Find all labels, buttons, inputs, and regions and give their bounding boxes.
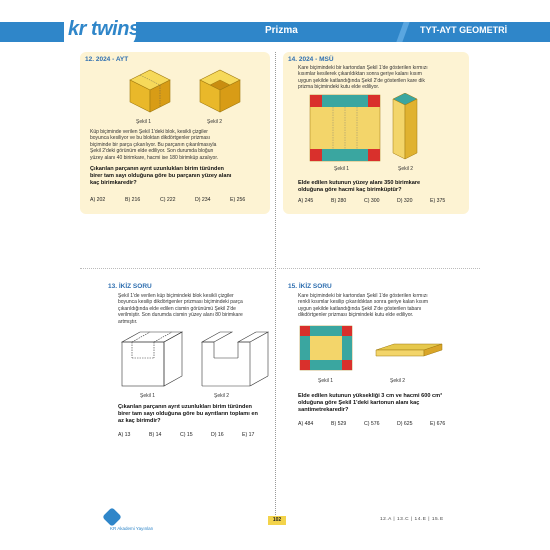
q12-text	[90, 129, 268, 161]
q15-text	[298, 293, 468, 319]
q12-question-line: birer tam sayı olduğuna göre bu parçanın yüzey alanı	[90, 173, 232, 179]
wire-cube-figure-1	[122, 332, 182, 386]
q12-question	[90, 166, 268, 187]
publisher-name: KR Akademi Yayınları	[110, 526, 154, 531]
question-15-heading: 15. İKİZ SORU	[288, 283, 332, 290]
choice-c[interactable]: C) 15	[180, 432, 193, 438]
choice-b[interactable]: B) 216	[125, 197, 141, 203]
question-14-heading: 14. 2024 - MSÜ	[288, 56, 334, 63]
q13-question-line: birer tam sayı olduğuna göre bu ayrıtların toplamı en	[118, 411, 258, 417]
q12-text-line: biçiminde bir parça çıkarılıyor. Bu parçanın çıkarılmasıyla	[90, 141, 217, 148]
q12-question-line: kaç birimkaredir?	[90, 180, 137, 186]
q14-text	[298, 65, 468, 91]
q14-text-line: Kare biçimindeki bir kartondan Şekil 1'de gösterilen kırmızı	[298, 65, 428, 71]
q13-text-line: Şekil 1'de verilen küp biçimindeki blok kesikli çizgiler	[118, 293, 234, 299]
q14-figure-1-caption: Şekil 1	[334, 166, 350, 172]
q15-question	[298, 393, 468, 414]
choice-d[interactable]: D) 320	[397, 198, 413, 204]
choice-a[interactable]: A) 245	[298, 198, 314, 204]
q12-figure-1-caption: Şekil 1	[136, 119, 152, 125]
q13-text-line: verilmiştir. Son durumda cismin yüzey alanı 80 birimkare	[118, 312, 243, 319]
choice-a[interactable]: A) 484	[298, 421, 314, 427]
q12-text-line: Küp biçiminde verilen Şekil 1'deki blok, kesikli çizgiler	[90, 129, 208, 135]
question-13-figures	[118, 328, 273, 390]
q15-question-line: Elde edilen kutunun yüksekliği 3 cm ve hacmi 600 cm³	[298, 393, 442, 399]
flat-net-figure-1	[300, 326, 352, 370]
question-14-figures	[305, 93, 425, 165]
q15-text-line: renkli kısımlar kesilip çıkarıldıktan sonra geriye kalan kısım	[298, 299, 429, 306]
q12-figure-2-caption: Şekil 2	[207, 119, 223, 125]
q15-figure-1-caption: Şekil 1	[318, 378, 334, 384]
q12-text-line: Şekil 2'deki görünüm elde ediliyor. Son durumda bloğun	[90, 148, 214, 155]
q15-text-line: uygun şekilde katlandığında Şekil 2'de gösterilen tabanı	[298, 305, 422, 312]
question-12-figures	[120, 66, 260, 118]
q13-text-line: çıkarıldığında elde edilen cismin görünümü Şekil 2'de	[118, 305, 236, 312]
q14-text-line: kısımlar kesilerek çıkarıldıktan sonra geriye kalanı kısım	[298, 71, 422, 78]
q14-question-line: Elde edilen kutunun yüzey alanı 350 birimkare	[298, 180, 421, 186]
choice-a[interactable]: A) 202	[90, 197, 106, 203]
flat-box-figure-2	[376, 344, 442, 356]
q13-question-line: az kaç birimdir?	[118, 418, 161, 424]
q13-choices	[118, 432, 273, 438]
choice-e[interactable]: E) 375	[430, 198, 446, 204]
q15-text-line: Kare biçimindeki bir kartondan Şekil 1'de gösterilen kırmızı	[298, 293, 428, 299]
q14-choices	[298, 198, 463, 204]
q14-question	[298, 180, 468, 194]
q13-question-line: Çıkarılan parçanın ayrıt uzunlukları birim türünden	[118, 404, 252, 410]
question-13-heading: 13. İKİZ SORU	[108, 283, 152, 290]
cube-figure-1	[130, 70, 170, 112]
q15-question-line: olduğuna göre Şekil 1'deki kartonun alanı kaç	[298, 400, 420, 406]
answer-key: 12.A | 13.C | 14.E | 15.E	[380, 517, 444, 522]
choice-c[interactable]: C) 300	[364, 198, 380, 204]
choice-c[interactable]: C) 576	[364, 421, 380, 427]
q12-question-line: Çıkarılan parçanın ayrıt uzunlukları birim türünden	[90, 166, 224, 172]
row-divider	[80, 268, 480, 269]
choice-b[interactable]: B) 529	[331, 421, 347, 427]
choice-e[interactable]: E) 17	[242, 432, 255, 438]
q15-text-line: dikdörtgenler prizması biçimindeki kutu elde ediliyor.	[298, 312, 414, 319]
notched-cube-figure-2	[202, 332, 268, 386]
q13-text-line: artmıştır.	[118, 318, 138, 325]
q13-text-line: boyunca kesilip dikdörtgenler prizması biçimindeki parça	[118, 299, 243, 306]
choice-e[interactable]: E) 676	[430, 421, 446, 427]
question-12-heading: 12. 2024 - AYT	[85, 56, 129, 63]
q14-figure-2-caption: Şekil 2	[398, 166, 414, 172]
choice-a[interactable]: A) 13	[118, 432, 131, 438]
q13-question	[118, 404, 275, 425]
q14-text-line: uygun şekilde katlandığında Şekil 2'de gösterilen kare dik	[298, 77, 425, 84]
choice-c[interactable]: C) 222	[160, 197, 176, 203]
q15-question-line: santimetrekaredir?	[298, 407, 349, 413]
choice-b[interactable]: B) 280	[331, 198, 347, 204]
page-number: 102	[268, 516, 286, 525]
choice-d[interactable]: D) 625	[397, 421, 413, 427]
q15-choices	[298, 421, 463, 427]
choice-d[interactable]: D) 234	[195, 197, 211, 203]
publisher-logo-icon	[102, 507, 122, 527]
choice-d[interactable]: D) 16	[211, 432, 224, 438]
q13-text	[118, 293, 273, 325]
brand-logo: kr twins	[68, 18, 140, 40]
q15-figure-2-caption: Şekil 2	[390, 378, 406, 384]
choice-e[interactable]: E) 256	[230, 197, 246, 203]
column-divider	[275, 52, 276, 517]
flat-net-figure-1	[310, 95, 380, 161]
choice-b[interactable]: B) 14	[149, 432, 162, 438]
q14-text-line: prizma biçimindeki kutu elde ediliyor.	[298, 84, 380, 91]
q12-choices	[90, 197, 265, 203]
question-15-figures	[298, 322, 448, 374]
q14-question-line: olduğuna göre hacmi kaç birimküptür?	[298, 187, 402, 193]
q12-text-line: yüzey alanı 40 birimkare, hacmi ise 180 birimküp azalıyor.	[90, 154, 219, 161]
box-figure-2	[393, 93, 417, 159]
header-exam: TYT-AYT GEOMETRİ	[420, 25, 508, 35]
cube-figure-2	[200, 70, 240, 112]
header-topic: Prizma	[265, 25, 298, 36]
q12-text-line: boyunca kesiliyor ve bu bloktan dikdörtgenler prizması	[90, 135, 211, 142]
q13-figure-2-caption: Şekil 2	[214, 393, 230, 399]
q13-figure-1-caption: Şekil 1	[140, 393, 156, 399]
